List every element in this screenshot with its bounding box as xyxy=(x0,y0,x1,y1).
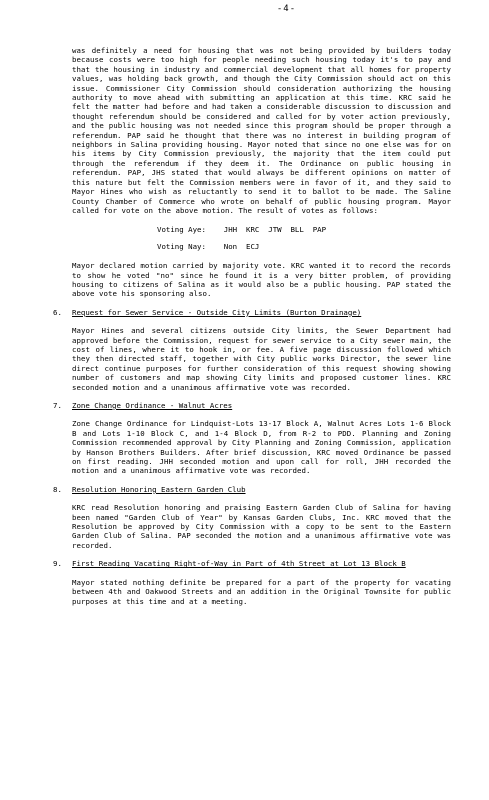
agenda-item-title: First Reading Vacating Right-of-Way in Part of 4th Street at Lot 13 Block B xyxy=(72,559,406,569)
agenda-item-number: 6. xyxy=(53,307,62,317)
agenda-item-number: 7. xyxy=(53,401,62,410)
agenda-item-body: Mayor stated nothing definite be prepared for a part of the property for vacating between 4th and Oakwood Streets and an addition in the Original Townsite for public purposes at this time and at a meeting. xyxy=(72,577,451,606)
agenda-item-heading xyxy=(53,401,451,410)
agenda-item-heading xyxy=(53,559,451,569)
vote-nay-line: Voting Nay: Non ECJ xyxy=(157,241,260,251)
page-number: -4- xyxy=(276,4,297,14)
agenda-item-body: Mayor Hines and several citizens outside City limits, the Sewer Department had approved before the Commission, request for sewer service to a City sewer main, the cost of lines, where it to hook in, or fee. A five page discussion followed which they then directed staff, together with City public works Director, the sewer line direct continue purposes for further consideration of this request showing showing number of customers and map showing City limits and proposed customer lines. KRC seconded motion and a unanimous affirmative vote was recorded. xyxy=(72,326,451,392)
agenda-item-body: Zone Change Ordinance for Lindquist-Lots 13-17 Block A, Walnut Acres Lots 1-6 Block B and Lots 1-10 Block C, and 1-4 Block D, from R-2 to PDD. Planning and Zoning Commission recommended approval by City Planning and Zoning Commission, application by Hanson Brothers Builders. After brief discussion, KRC moved Ordinance be passed on first reading. JHH seconded motion and upon call for roll, JHH recorded the motion and a unanimous affirmative vote was recorded. xyxy=(72,419,451,476)
agenda-item-title: Zone Change Ordinance - Walnut Acres xyxy=(72,401,233,410)
agenda-item-body: KRC read Resolution honoring and praising Eastern Garden Club of Salina for having been named "Garden Club of Year" by Kansas Garden Clubs, Inc. KRC moved that the Resolution be approved by City Commission with a copy to be sent to the Eastern Garden Club of Salina. PAP seconded the motion and a unanimous affirmative vote was recorded. xyxy=(72,503,451,550)
agenda-item-title: Request for Sewer Service - Outside City Limits (Burton Drainage) xyxy=(72,307,362,317)
agenda-item xyxy=(53,484,451,550)
agenda-item-heading xyxy=(53,484,451,494)
agenda-item xyxy=(53,559,451,606)
minutes-paragraph: was definitely a need for housing that was not being provided by builders today because costs were too high for people needing such housing today it's to pay and that the housing in industry and commercial development that all homes for property values, was holding back growth, and though the City Commission should act on this issue. Commissioner City Commission should consideration authorizing the housing authority to move ahead with submitting an application at this time. KRC said he felt the matter had before and had taken a considerable discussion to discussion and thought referendum should be considered and called for by voter action previously, and the public housing was not needed since this program should be proper through a referendum. PAP said he thought that there was no interest in building program of neighbors in Salina providing housing. Mayor noted that since no one else was for on his items by City Commission previously, the majority that the item could put through the referendum if they deem it. The Ordinance on public housing in referendum. PAP, JHS stated that would always be different opinions on matter of this nature but felt the Commission members were in favor of it, and they said to Mayor Hines who wish as reluctantly to send it to ballot to be made. The Saline County Chamber of Commerce who wrote on behalf of public housing program. Mayor called for vote on the above motion. The result of votes as follows: xyxy=(72,46,451,215)
minutes-paragraph: Mayor declared motion carried by majority vote. KRC wanted it to record the records to show he voted "no" since he found it is a very bitter problem, of providing housing to citizens of Salina as it would also be a public housing. PAP stated the above vote his sponsoring also. xyxy=(72,261,451,299)
agenda-item-heading xyxy=(53,307,451,317)
spacer xyxy=(72,251,451,261)
agenda-item-title: Resolution Honoring Eastern Garden Club xyxy=(72,484,246,494)
agenda-item-number: 9. xyxy=(53,559,62,569)
agenda-item-number: 8. xyxy=(53,484,62,494)
agenda-item xyxy=(53,401,451,476)
vote-aye-line: Voting Aye: JHH KRC JTW BLL PAP xyxy=(157,225,327,235)
agenda-item xyxy=(53,307,451,392)
